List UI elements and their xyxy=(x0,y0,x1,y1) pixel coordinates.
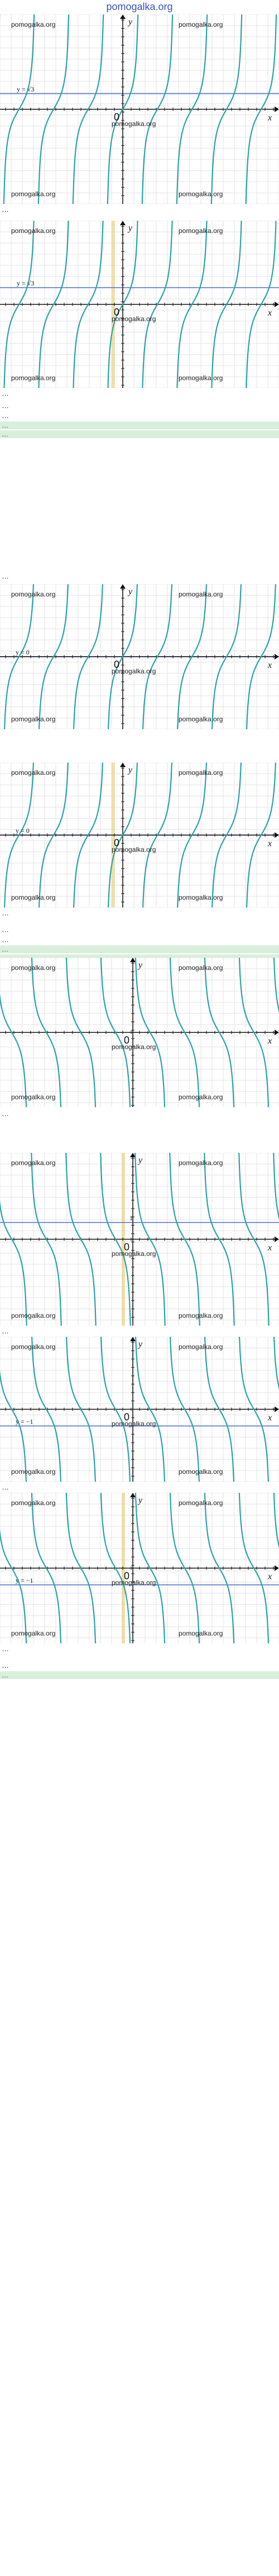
watermark: pomogalka.org xyxy=(179,715,223,723)
answer-band xyxy=(0,1671,279,1679)
y-axis-arrow xyxy=(120,584,126,589)
y-axis-arrow xyxy=(130,1337,136,1341)
section-caption: … xyxy=(2,389,9,397)
watermark: pomogalka.org xyxy=(179,1312,223,1319)
graph-panel xyxy=(0,958,279,1107)
watermark: pomogalka.org xyxy=(179,190,223,198)
y-axis-arrow xyxy=(130,1493,136,1497)
origin-label: 0 xyxy=(124,1035,130,1046)
watermark: pomogalka.org xyxy=(112,1250,156,1258)
answer-band-text: … xyxy=(2,1671,8,1679)
reference-line-label: y = 0 xyxy=(16,648,30,656)
section-text-line: … xyxy=(2,401,9,410)
function-graph xyxy=(0,1153,279,1326)
x-axis-label: x xyxy=(268,1036,272,1046)
y-axis-label: y xyxy=(128,587,133,596)
y-axis-label: y xyxy=(128,17,133,27)
axis-ticks xyxy=(6,20,273,196)
watermark: pomogalka.org xyxy=(179,590,223,598)
x-axis-arrow xyxy=(275,832,279,838)
section-text-line: … xyxy=(2,935,9,944)
site-brand[interactable]: pomogalka.org xyxy=(106,1,173,12)
function-graph xyxy=(0,1493,279,1643)
x-axis-arrow xyxy=(275,106,279,112)
y-axis-arrow xyxy=(130,958,136,962)
watermark: pomogalka.org xyxy=(179,964,223,972)
watermark: pomogalka.org xyxy=(11,190,56,198)
x-axis-label: x xyxy=(268,1572,272,1582)
watermark: pomogalka.org xyxy=(179,1093,223,1101)
watermark: pomogalka.org xyxy=(11,1343,56,1351)
function-graph xyxy=(0,1337,279,1482)
watermark: pomogalka.org xyxy=(179,1629,223,1637)
watermark: pomogalka.org xyxy=(179,1343,223,1351)
watermark: pomogalka.org xyxy=(179,1159,223,1167)
watermark: pomogalka.org xyxy=(179,21,223,28)
reference-line-label: y = 0 xyxy=(16,827,30,835)
watermark: pomogalka.org xyxy=(11,1093,56,1101)
x-axis-label: x xyxy=(268,1413,272,1423)
origin-label: 0 xyxy=(114,659,120,670)
watermark: pomogalka.org xyxy=(179,374,223,382)
reference-line-label: y = √3 xyxy=(17,85,35,93)
y-axis-label: y xyxy=(138,960,143,970)
y-axis-label: y xyxy=(138,1340,143,1349)
section-caption: … xyxy=(2,1109,9,1118)
watermark: pomogalka.org xyxy=(11,21,56,28)
x-axis-label: x xyxy=(268,661,272,670)
watermark: pomogalka.org xyxy=(179,1468,223,1476)
axis-ticks xyxy=(6,226,273,385)
watermark: pomogalka.org xyxy=(11,769,56,777)
x-axis-label: x xyxy=(268,839,272,848)
function-graph xyxy=(0,221,279,388)
x-axis-arrow xyxy=(275,1030,279,1035)
watermark: pomogalka.org xyxy=(11,1629,56,1637)
answer-band xyxy=(0,421,279,429)
function-graph xyxy=(0,958,279,1107)
reference-line-label: y = −1 xyxy=(16,1576,33,1584)
section-caption: … xyxy=(2,1483,9,1491)
section-caption: … xyxy=(2,572,9,580)
watermark: pomogalka.org xyxy=(11,1499,56,1507)
watermark: pomogalka.org xyxy=(11,715,56,723)
graph-panel xyxy=(0,1153,279,1326)
watermark: pomogalka.org xyxy=(112,1579,156,1587)
graph-panel xyxy=(0,221,279,388)
reference-line-label: y = √3 xyxy=(17,279,35,287)
y-axis-label: y xyxy=(138,1156,143,1165)
answer-band-text: … xyxy=(2,945,8,953)
watermark: pomogalka.org xyxy=(179,769,223,777)
watermark: pomogalka.org xyxy=(179,894,223,901)
watermark: pomogalka.org xyxy=(11,227,56,235)
watermark: pomogalka.org xyxy=(112,120,156,128)
watermark: pomogalka.org xyxy=(11,894,56,901)
x-axis-arrow xyxy=(275,654,279,659)
answer-band-text: … xyxy=(2,421,8,429)
y-axis-arrow xyxy=(120,14,126,19)
graph-panel xyxy=(0,1337,279,1482)
watermark: pomogalka.org xyxy=(179,227,223,235)
function-graph xyxy=(0,763,279,908)
x-axis-label: x xyxy=(268,308,272,318)
x-axis-arrow xyxy=(275,1565,279,1571)
y-axis-arrow xyxy=(120,763,126,767)
watermark: pomogalka.org xyxy=(11,1468,56,1476)
graph-panel xyxy=(0,1493,279,1643)
section-text-line: … xyxy=(2,411,9,420)
origin-label: 0 xyxy=(124,1411,130,1423)
origin-label: 0 xyxy=(114,837,120,848)
graph-panel xyxy=(0,14,279,204)
x-axis-arrow xyxy=(275,302,279,307)
watermark: pomogalka.org xyxy=(11,1159,56,1167)
section-text-line: … xyxy=(2,1661,9,1670)
reference-line-label: y = −1 xyxy=(16,1418,33,1425)
watermark: pomogalka.org xyxy=(112,1043,156,1051)
watermark: pomogalka.org xyxy=(179,1499,223,1507)
graph-panel xyxy=(0,584,279,729)
function-graph xyxy=(0,584,279,729)
x-axis-arrow xyxy=(275,1236,279,1242)
x-axis-label: x xyxy=(268,1243,272,1253)
watermark: pomogalka.org xyxy=(112,1420,156,1428)
section-caption: … xyxy=(2,909,9,917)
answer-band xyxy=(0,430,279,438)
origin-label: 0 xyxy=(124,1241,130,1253)
y-axis-label: y xyxy=(128,765,133,775)
section-caption: … xyxy=(2,1327,9,1335)
watermark: pomogalka.org xyxy=(11,374,56,382)
graph-panel xyxy=(0,763,279,908)
answer-band-text: … xyxy=(2,430,8,438)
watermark: pomogalka.org xyxy=(11,1312,56,1319)
watermark: pomogalka.org xyxy=(11,590,56,598)
section-caption: … xyxy=(2,205,9,214)
y-axis-arrow xyxy=(120,221,126,225)
origin-label: 0 xyxy=(124,1570,130,1582)
watermark: pomogalka.org xyxy=(112,667,156,675)
y-axis-label: y xyxy=(138,1496,143,1505)
origin-label: 0 xyxy=(114,307,120,318)
watermark: pomogalka.org xyxy=(112,846,156,853)
function-graph xyxy=(0,14,279,204)
x-axis-label: x xyxy=(268,113,272,123)
watermark: pomogalka.org xyxy=(112,315,156,323)
section-text-line: … xyxy=(2,925,9,934)
answer-band xyxy=(0,945,279,953)
reference-line-label: 1 xyxy=(129,1214,133,1222)
origin-label: 0 xyxy=(114,111,120,123)
y-axis-label: y xyxy=(128,224,133,233)
x-axis-arrow xyxy=(275,1406,279,1412)
watermark: pomogalka.org xyxy=(11,964,56,972)
section-caption: … xyxy=(2,1644,9,1653)
